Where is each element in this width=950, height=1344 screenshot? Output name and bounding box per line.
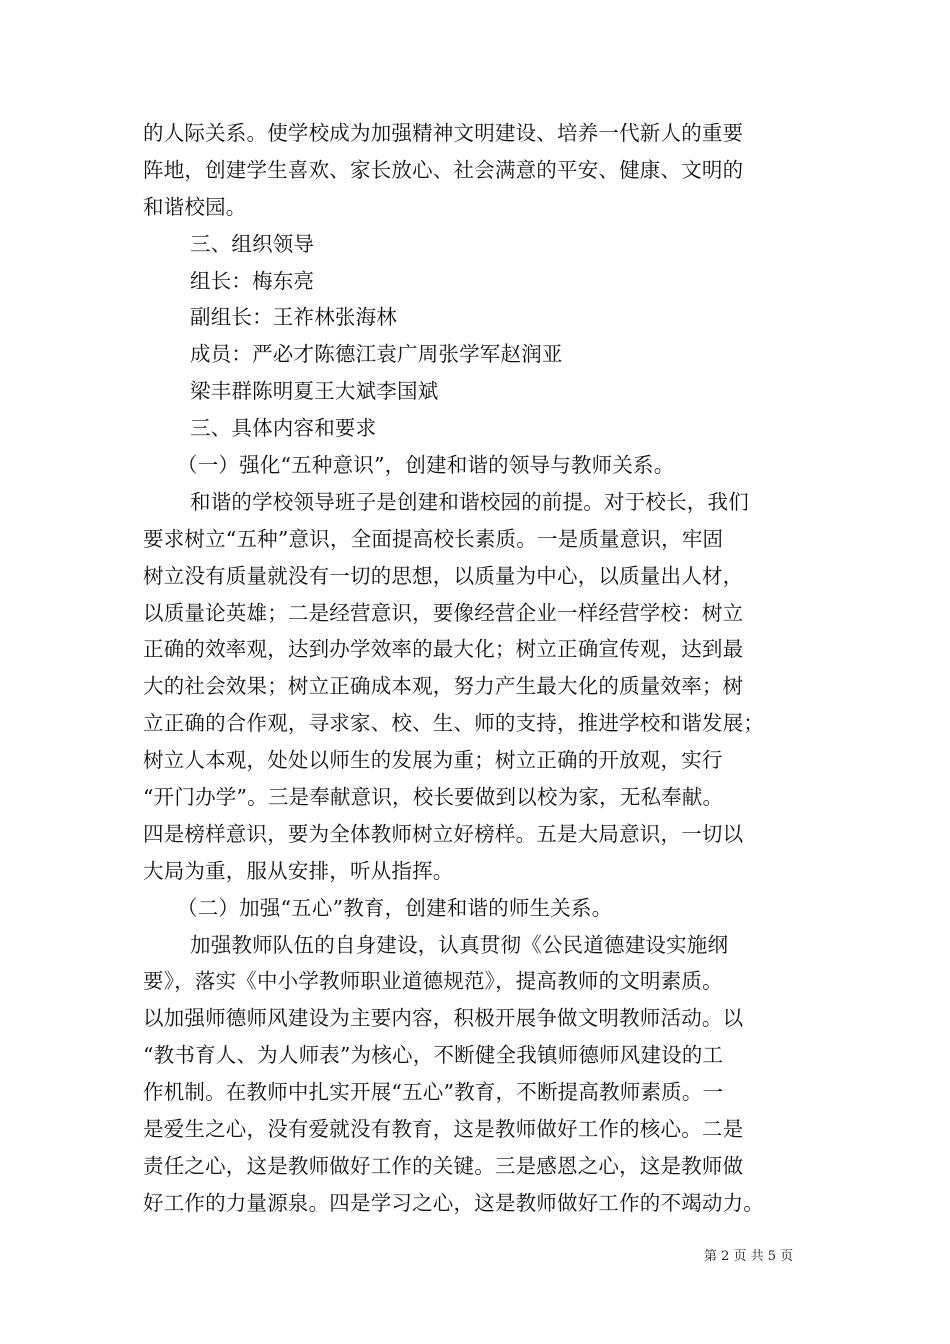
text-line: 成员：严必才陈德江袁广周张学军赵润亚 [190, 342, 563, 367]
text-line: 和谐的学校领导班子是创建和谐校园的前提。对于校长，我们 [190, 489, 749, 514]
subsection-heading-1: （一）强化“五种意识”，创建和谐的领导与教师关系。 [177, 453, 675, 478]
text-line: 大局为重，服从安排，听从指挥。 [143, 858, 454, 883]
text-line: 树立没有质量就没有一切的思想，以质量为中心，以质量出人材， [143, 563, 744, 588]
text-line: 副组长：王祚林张海林 [190, 305, 397, 330]
text-line: 大的社会效果；树立正确成本观，努力产生最大化的质量效率；树 [143, 674, 744, 699]
text-line: 树立人本观，处处以师生的发展为重；树立正确的开放观，实行 [143, 748, 723, 773]
text-line: 是爱生之心，没有爱就没有教育，这是教师做好工作的核心。二是 [143, 1117, 744, 1142]
text-line: 以加强师德师风建设为主要内容，积极开展争做文明教师活动。以 [143, 1006, 744, 1031]
text-line: 的人际关系。使学校成为加强精神文明建设、培养一代新人的重要 [143, 121, 744, 145]
subsection-heading-2: （二）加强“五心”教育，创建和谐的师生关系。 [177, 895, 613, 920]
text-line: 好工作的力量源泉。四是学习之心，这是教师做好工作的不竭动力。 [143, 1190, 764, 1215]
text-line: 正确的效率观，达到办学效率的最大化；树立正确宣传观，达到最 [143, 637, 744, 662]
text-line: 作机制。在教师中扎实开展“五心”教育，不断提高教师素质。一 [143, 1080, 724, 1105]
text-line: 要》，落实《中小学教师职业道德规范》，提高教师的文明素质。 [143, 969, 723, 994]
text-line: 阵地，创建学生喜欢、家长放心、社会满意的平安、健康、文明的 [143, 157, 744, 182]
document-body [143, 115, 833, 1222]
text-line: 立正确的合作观，寻求家、校、生、师的支持，推进学校和谐发展； [143, 711, 764, 736]
text-line: 加强教师队伍的自身建设，认真贯彻《公民道德建设实施纲 [190, 932, 729, 957]
text-line: 和谐校园。 [143, 194, 247, 219]
text-line: 以质量论英雄；二是经营意识，要像经营企业一样经营学校：树立 [143, 600, 744, 625]
text-line: “教书育人、为人师表”为核心，不断健全我镇师德师风建设的工 [143, 1043, 724, 1068]
text-line: 要求树立“五种”意识，全面提高校长素质。一是质量意识，牢固 [143, 526, 724, 551]
text-line: 组长：梅东亮 [190, 268, 315, 293]
section-heading-organization: 三、组织领导 [190, 231, 315, 256]
text-line: 四是榜样意识，要为全体教师树立好榜样。五是大局意识，一切以 [143, 821, 744, 846]
text-line: “开门办学”。三是奉献意识，校长要做到以校为家，无私奉献。 [143, 785, 724, 810]
page-number-footer: 第 2 页 共 5 页 [704, 1249, 794, 1264]
section-heading-content: 三、具体内容和要求 [190, 416, 377, 441]
text-line: 梁丰群陈明夏王大斌李国斌 [190, 379, 439, 404]
text-line: 责任之心，这是教师做好工作的关键。三是感恩之心，这是教师做 [143, 1153, 744, 1178]
